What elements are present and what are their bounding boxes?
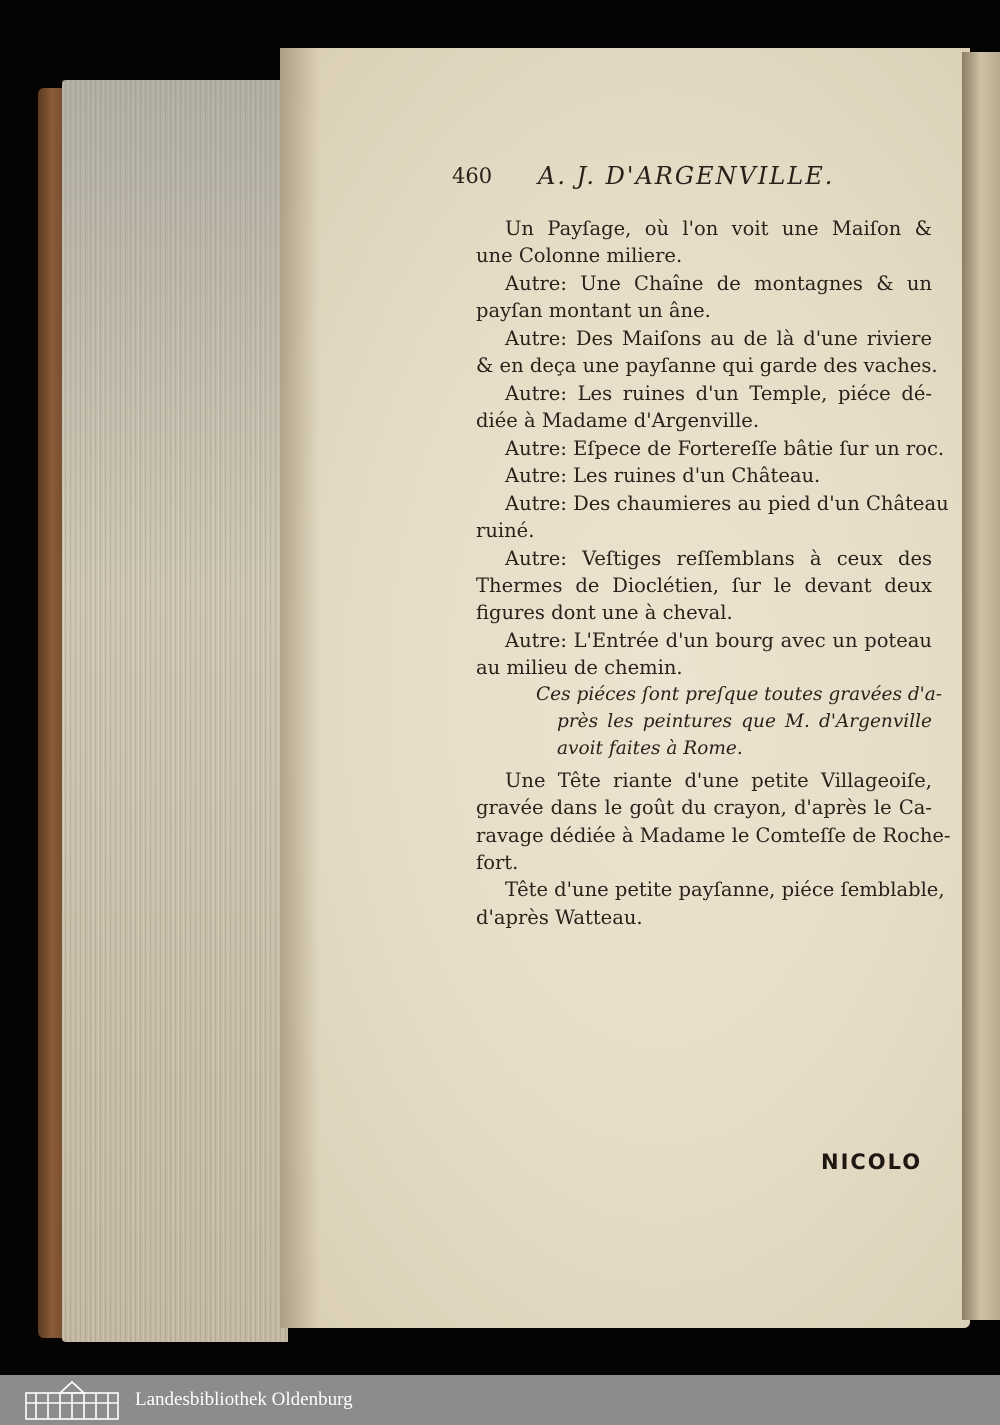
running-title: A. J. D'ARGENVILLE. xyxy=(538,162,835,190)
text-line: gravée dans le goût du crayon, d'après le Ca- xyxy=(476,796,932,819)
text-line: au milieu de chemin. xyxy=(476,656,683,679)
library-name: Landesbibliothek Oldenburg xyxy=(135,1389,353,1410)
note-line: avoit faites à Rome. xyxy=(557,738,743,759)
facing-page-edge xyxy=(962,52,1000,1320)
text-line: payſan montant un âne. xyxy=(476,299,711,322)
text-line: Une Tête riante d'une petite Villageoiſe, xyxy=(505,769,932,792)
page-number: 460 xyxy=(452,164,493,188)
text-line: Autre: L'Entrée d'un bourg avec un poteau xyxy=(505,629,932,652)
text-line: ruiné. xyxy=(476,519,535,542)
footer-bar xyxy=(0,1375,1000,1425)
text-line: Autre: Les ruines d'un Château. xyxy=(505,464,821,487)
page-header xyxy=(452,164,872,194)
text-line: Thermes de Dioclétien, ſur le devant deux xyxy=(476,574,932,597)
text-line: d'après Watteau. xyxy=(476,906,643,929)
text-line: figures dont une à cheval. xyxy=(476,601,733,624)
note-line: Ces piéces ſont preſque toutes gravées d'a- xyxy=(536,684,943,705)
text-line: Autre: Des chaumieres au pied d'un Château xyxy=(505,492,949,515)
text-line: Autre: Les ruines d'un Temple, piéce dé- xyxy=(505,382,932,405)
text-line: diée à Madame d'Argenville. xyxy=(476,409,760,432)
catchword: NICOLO xyxy=(821,1150,923,1174)
text-line: & en deça une payſanne qui garde des vaches. xyxy=(476,354,938,377)
page-edges xyxy=(62,80,288,1342)
page-gutter-shadow xyxy=(280,48,320,1328)
text-line: Autre: Une Chaîne de montagnes & un xyxy=(505,272,932,295)
note-line: près les peintures que M. d'Argenville xyxy=(557,711,932,732)
text-line: Un Payſage, où l'on voit une Maiſon & xyxy=(505,217,932,240)
text-line: fort. xyxy=(476,851,519,874)
text-line: Tête d'une petite payſanne, piéce ſemblable, xyxy=(505,878,945,901)
text-line: Autre: Des Maiſons au de là d'une riviere xyxy=(505,327,932,350)
text-line: Autre: Veſtiges reſſemblans à ceux des xyxy=(505,547,932,570)
text-line: ravage dédiée à Madame le Comteſſe de Roche- xyxy=(476,824,951,847)
text-line: une Colonne miliere. xyxy=(476,244,683,267)
library-building-icon xyxy=(22,1379,122,1421)
text-line: Autre: Eſpece de Fortereſſe bâtie ſur un roc. xyxy=(505,437,945,460)
